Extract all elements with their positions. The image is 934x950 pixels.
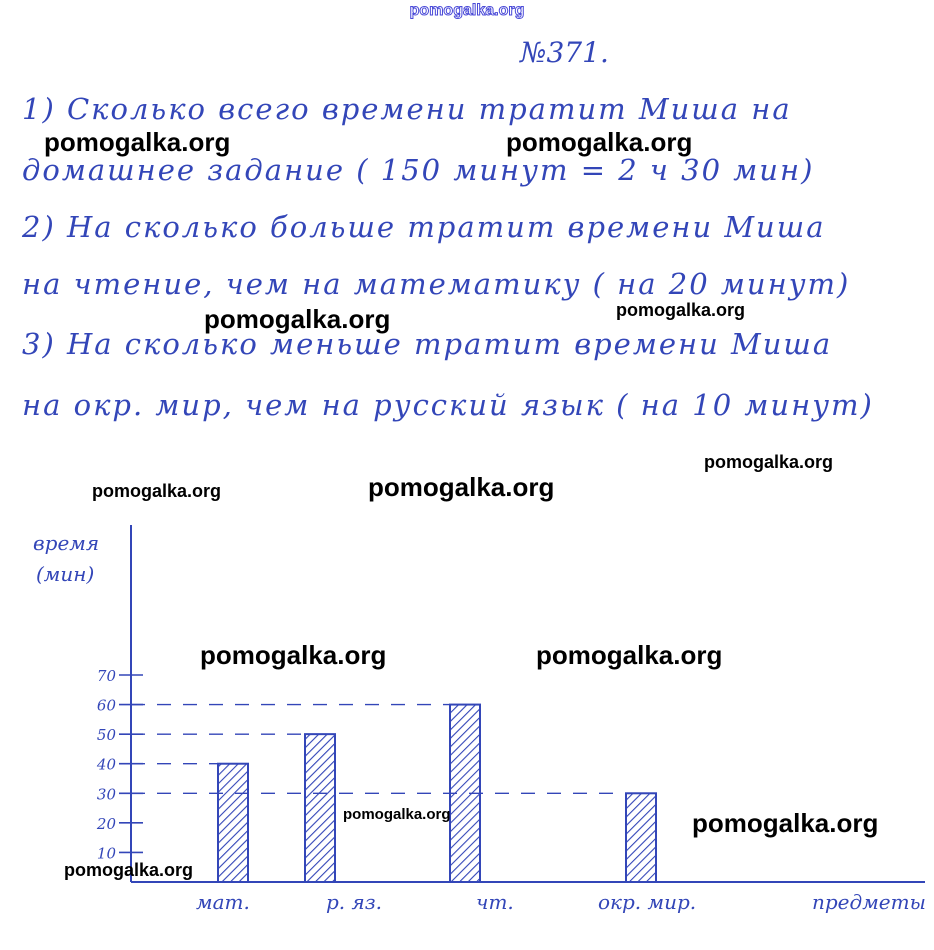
watermark: pomogalka.org	[44, 127, 231, 157]
watermark: pomogalka.org	[200, 640, 387, 670]
x-category-label: окр. мир.	[598, 890, 697, 914]
x-category-label: чт.	[476, 890, 514, 914]
watermark: pomogalka.org	[704, 452, 834, 472]
x-category-label: мат.	[196, 890, 250, 914]
y-tick-label: 70	[96, 667, 116, 685]
bar	[218, 764, 248, 882]
text-line-6: на окр. мир, чем на русский язык ( на 10 минут)	[22, 388, 874, 422]
y-tick-label: 50	[96, 726, 116, 745]
watermark: pomogalka.org	[64, 860, 194, 880]
x-labels	[196, 890, 696, 914]
y-tick-label: 10	[96, 844, 116, 863]
reference-dashes	[131, 705, 626, 794]
watermark: pomogalka.org	[343, 806, 451, 823]
top-watermark: pomogalka.org	[409, 2, 525, 19]
y-tick-label: 60	[96, 696, 116, 715]
bar	[305, 734, 335, 882]
watermark: pomogalka.org	[506, 127, 693, 157]
bars	[218, 705, 656, 882]
watermark: pomogalka.org	[692, 808, 879, 838]
y-axis-label-line2: (мин)	[36, 562, 95, 586]
bar	[626, 793, 656, 882]
text-line-2: домашнее задание ( 150 минут = 2 ч 30 мин)	[22, 153, 815, 187]
y-tick-label: 20	[96, 814, 116, 833]
text-line-3: 2) На сколько больше тратит времени Миша	[22, 210, 826, 244]
text-line-5: 3) На сколько меньше тратит времени Миша	[22, 327, 833, 361]
x-axis-label: предметы	[812, 890, 926, 914]
watermark: pomogalka.org	[368, 472, 555, 502]
watermark: pomogalka.org	[616, 300, 746, 320]
watermark: pomogalka.org	[204, 304, 391, 334]
x-category-label: р. яз.	[326, 890, 383, 914]
y-tick-label: 40	[96, 755, 116, 774]
text-line-1: 1) Сколько всего времени тратит Миша на	[22, 92, 792, 126]
watermark: pomogalka.org	[92, 481, 222, 501]
y-tick-label: 30	[96, 785, 116, 804]
problem-number: №371.	[520, 36, 609, 69]
text-line-4: на чтение, чем на математику ( на 20 минут)	[22, 267, 851, 301]
y-axis-label-line1: время	[33, 531, 100, 555]
y-ticks	[96, 667, 143, 862]
bar	[450, 705, 480, 882]
watermark: pomogalka.org	[536, 640, 723, 670]
